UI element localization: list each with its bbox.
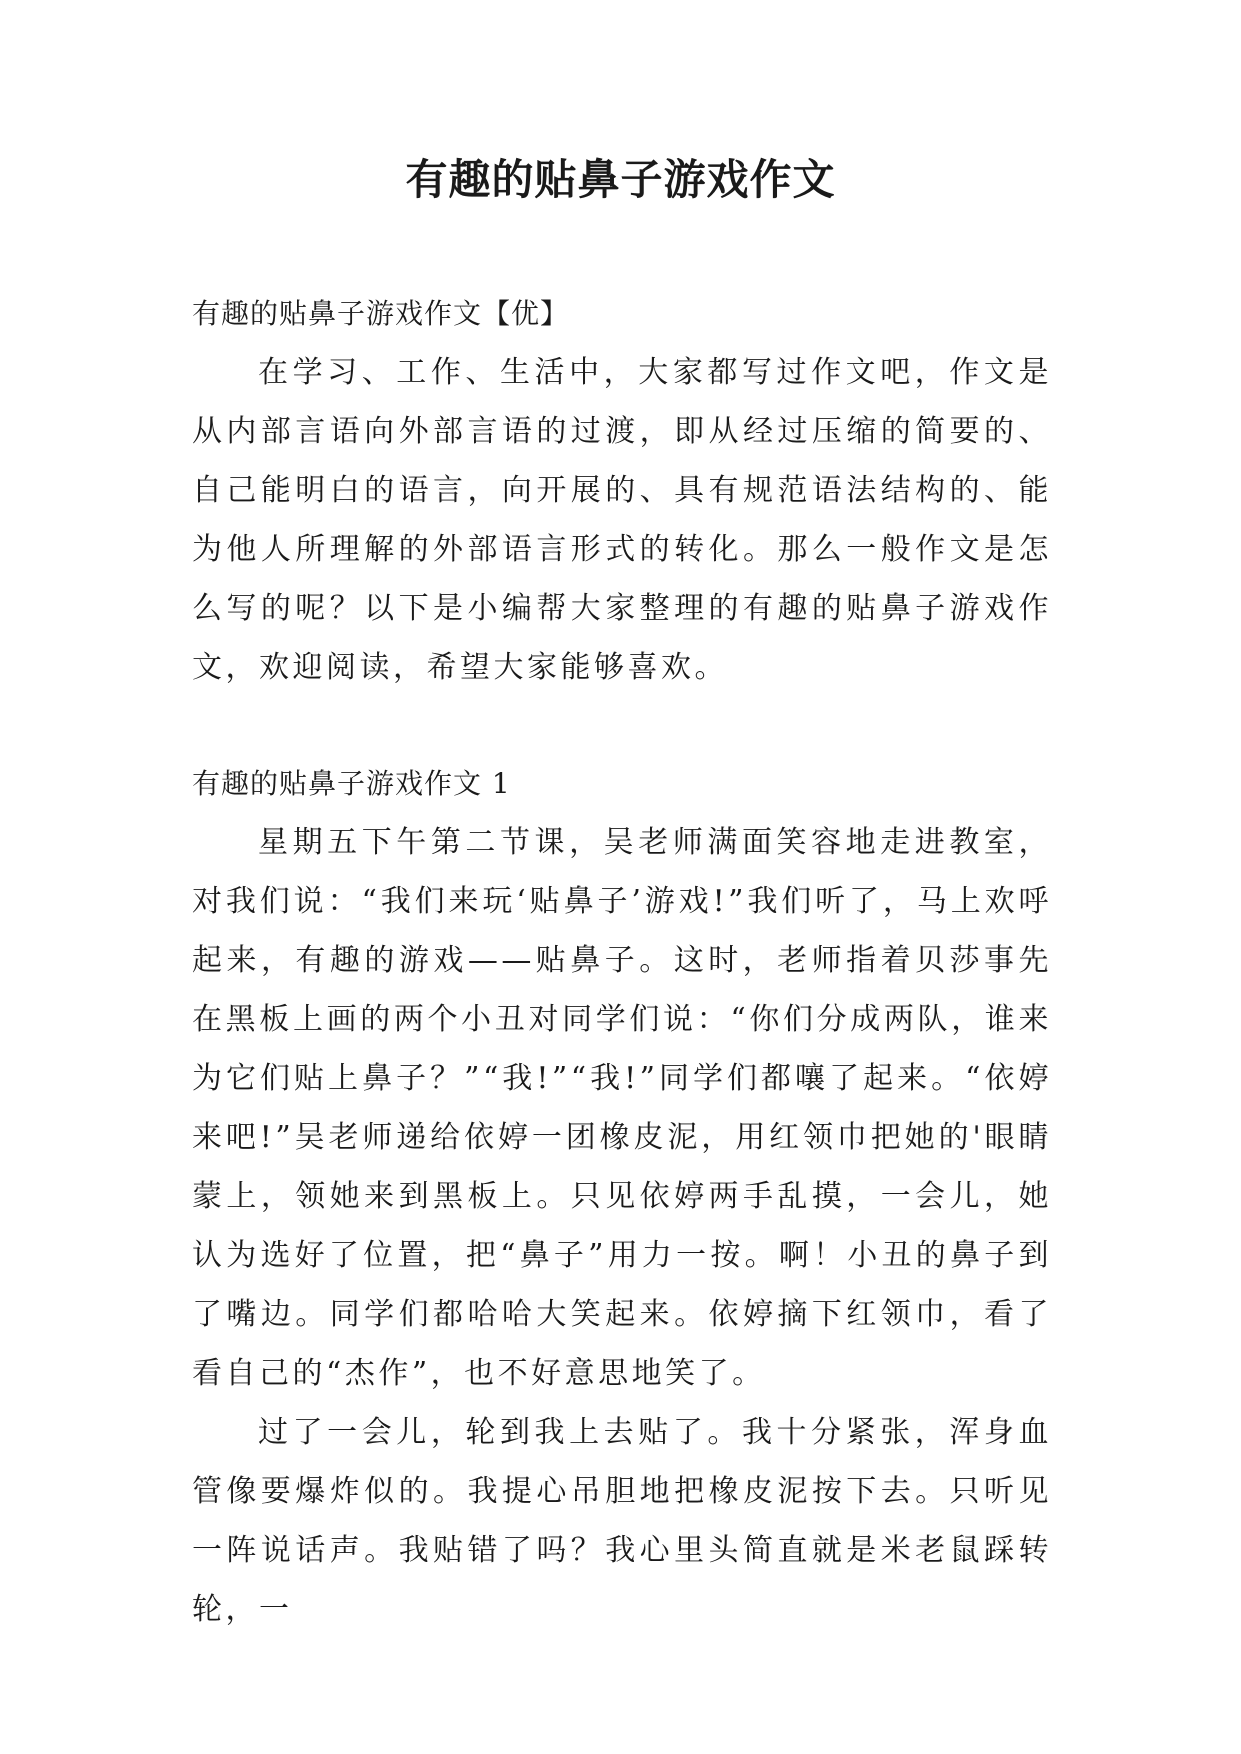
- essay-1-heading: 有趣的贴鼻子游戏作文 1: [192, 767, 511, 800]
- document-title: 有趣的贴鼻子游戏作文: [405, 155, 836, 204]
- intro-heading: 有趣的贴鼻子游戏作文【优】: [192, 297, 570, 330]
- intro-paragraph: 在学习、工作、生活中，大家都写过作文吧，作文是从内部言语向外部言语的过渡，即从经过压缩的简要的、自己能明白的语言，向开展的、具有规范语法结构的、能为他人所理解的外部语言形式的转化。那么一般作文是怎么写的呢？以下是小编帮大家整理的有趣的贴鼻子游戏作文，欢迎阅读，希望大家能够喜欢。: [192, 355, 1052, 685]
- document-body: [192, 285, 1052, 1639]
- essay-1-paragraph-2: 过了一会儿，轮到我上去贴了。我十分紧张，浑身血管像要爆炸似的。我提心吊胆地把橡皮泥按下去。只听见一阵说话声。我贴错了吗？我心里头简直就是米老鼠踩转轮，一: [192, 1415, 1052, 1627]
- essay-1-paragraph-1: 星期五下午第二节课，吴老师满面笑容地走进教室，对我们说：“我们来玩‘贴鼻子’游戏!”我们听了，马上欢呼起来，有趣的游戏——贴鼻子。这时，老师指着贝莎事先在黑板上画的两个小丑对同学们说：“你们分成两队，谁来为它们贴上鼻子？”“我!”“我!”同学们都嚷了起来。“依婷来吧!”吴老师递给依婷一团橡皮泥，用红领巾把她的'眼睛蒙上，领她来到黑板上。只见依婷两手乱摸，一会儿，她认为选好了位置，把“鼻子”用力一按。啊！小丑的鼻子到了嘴边。同学们都哈哈大笑起来。依婷摘下红领巾，看了看自己的“杰作”，也不好意思地笑了。: [192, 825, 1052, 1391]
- section-spacer: [192, 697, 1052, 755]
